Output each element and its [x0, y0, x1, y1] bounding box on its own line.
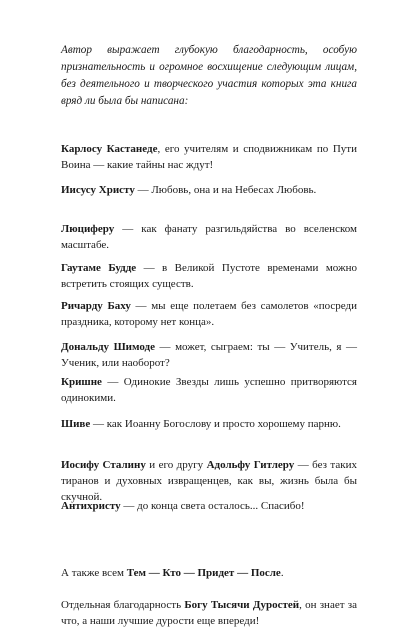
- entry-text: — Любовь, она и на Небесах Любовь.: [134, 184, 317, 196]
- thanks-paragraph: [61, 597, 357, 629]
- entry-name: Ричарду Баху: [61, 300, 131, 312]
- entry-name: Шиве: [61, 418, 91, 430]
- also-suffix: .: [280, 567, 284, 579]
- entry-text: — мы еще полетаем без самолетов «посреди праздника, которому нет конца».: [61, 300, 358, 328]
- entry-lucifer: [61, 221, 357, 253]
- entry-name: Карлосу Кастанеде: [61, 143, 158, 155]
- thanks-prefix: Отдельная благодарность: [61, 599, 185, 611]
- entry-name: Гаутаме Будде: [61, 262, 137, 274]
- entry-text: — как фанату разгильдяйства во вселенском масштабе.: [61, 223, 357, 251]
- entry-buddha: [61, 260, 357, 292]
- entry-shimoda: [61, 339, 357, 371]
- entry-name: Кришне: [61, 376, 102, 388]
- entry-name: Антихристу: [61, 500, 121, 512]
- entry-name: Иосифу Сталину: [61, 459, 146, 471]
- also-paragraph: [61, 565, 284, 581]
- entry-name: Люциферу: [61, 223, 115, 235]
- entry-castaneda: [61, 141, 357, 173]
- intro-paragraph: Автор выражает глубокую благодарность, особую признательность и огромное восхищение следующим лицам, без деятельного и творческого участия которых эта книга вряд ли была бы написана:: [61, 44, 357, 107]
- also-bold: Тем — Кто — Придет — После: [126, 567, 281, 579]
- entry-text: — в Великой Пустоте временами можно встретить стоящих существ.: [61, 262, 357, 290]
- entry-text: — Одинокие Звезды лишь успешно притворяются одинокими.: [61, 376, 357, 404]
- entry-shiva: [61, 416, 341, 432]
- entry-bach: [61, 298, 357, 330]
- entry-name: Дональду Шимоде: [61, 341, 155, 353]
- entry-name-second: Адольфу Гитлеру: [206, 459, 295, 471]
- entry-text: , его учителям и сподвижникам по Пути Воина — какие тайны нас ждут!: [61, 143, 357, 171]
- entry-connector: и его другу: [145, 459, 207, 471]
- entry-text: — до конца света осталось... Спасибо!: [120, 500, 305, 512]
- entry-krishna: [61, 374, 357, 406]
- also-prefix: А также всем: [61, 567, 127, 579]
- thanks-bold: Богу Тысячи Дуростей: [184, 599, 300, 611]
- entry-text: — без таких тиранов и духовных извращенцев, как вы, жизнь была бы скучной.: [61, 459, 357, 503]
- entry-text: — может, сыграем: ты — Учитель, я — Ученик, или наоборот?: [61, 341, 358, 369]
- entry-text: — как Иоанну Богослову и просто хорошему парню.: [90, 418, 341, 430]
- entry-name: Иисусу Христу: [61, 184, 135, 196]
- entry-antichrist: [61, 498, 305, 514]
- thanks-suffix: , он знает за что, а наши лучшие дурости еще впереди!: [61, 599, 357, 627]
- entry-christ: [61, 182, 316, 198]
